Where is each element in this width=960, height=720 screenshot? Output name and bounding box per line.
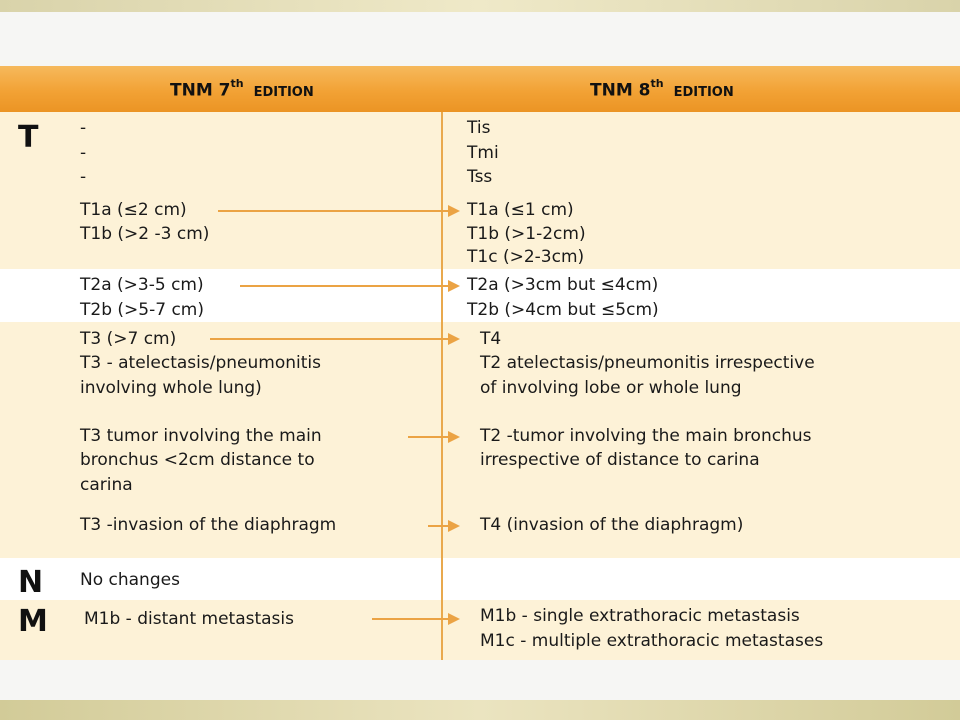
new-tss: Tss — [467, 167, 493, 187]
category-m: M — [18, 604, 48, 639]
old-t3-atelectasis: involving whole lung) — [80, 378, 262, 398]
old-t3-size: T3 (>7 cm) — [80, 329, 177, 349]
category-n: N — [18, 565, 44, 600]
new-t2-bronchus: irrespective of distance to carina — [480, 450, 760, 470]
new-t2-atelectasis: of involving lobe or whole lung — [480, 378, 742, 398]
top-decorative-band — [0, 0, 960, 12]
old-dash: - — [80, 167, 87, 187]
arrow-t2a — [240, 285, 458, 287]
old-t3-atelectasis: T3 - atelectasis/pneumonitis — [80, 353, 321, 373]
old-dash: - — [80, 143, 87, 163]
arrow-t1a — [218, 210, 458, 212]
header-tnm8: TNM 8thEDITION — [590, 77, 734, 101]
bottom-decorative-band — [0, 700, 960, 720]
new-t2a: T2a (>3cm but ≤4cm) — [467, 275, 659, 295]
category-t: T — [18, 120, 39, 155]
old-t3-bronchus: bronchus <2cm distance to — [80, 450, 315, 470]
new-t4: T4 — [480, 329, 502, 349]
arrow-t3-bronchus — [408, 436, 458, 438]
header-tnm7: TNM 7thEDITION — [170, 77, 314, 101]
new-t1c: T1c (>2-3cm) — [467, 247, 585, 267]
n-no-changes: No changes — [80, 570, 180, 590]
new-t1a: T1a (≤1 cm) — [467, 200, 574, 220]
new-t2-atelectasis: T2 atelectasis/pneumonitis irrespective — [480, 353, 815, 373]
old-t3-diaphragm: T3 -invasion of the diaphragm — [80, 515, 337, 535]
arrow-m1b — [372, 618, 458, 620]
old-t1b: T1b (>2 -3 cm) — [80, 224, 210, 244]
old-t2a: T2a (>3-5 cm) — [80, 275, 204, 295]
old-t1a: T1a (≤2 cm) — [80, 200, 187, 220]
new-t2-bronchus: T2 -tumor involving the main bronchus — [480, 426, 812, 446]
new-t4-diaphragm: T4 (invasion of the diaphragm) — [480, 515, 744, 535]
new-tis: Tis — [467, 118, 491, 138]
old-t2b: T2b (>5-7 cm) — [80, 300, 204, 320]
old-dash: - — [80, 118, 87, 138]
new-tmi: Tmi — [467, 143, 499, 163]
old-t3-bronchus: carina — [80, 475, 133, 495]
new-m1c: M1c - multiple extrathoracic metastases — [480, 631, 824, 651]
column-divider — [441, 112, 443, 660]
old-m1b: M1b - distant metastasis — [84, 609, 294, 629]
new-t1b: T1b (>1-2cm) — [467, 224, 586, 244]
new-t2b: T2b (>4cm but ≤5cm) — [467, 300, 659, 320]
arrow-t3-diaphragm — [428, 525, 458, 527]
new-m1b: M1b - single extrathoracic metastasis — [480, 606, 800, 626]
arrow-t3-size — [210, 338, 458, 340]
table-header — [0, 66, 960, 112]
old-t3-bronchus: T3 tumor involving the main — [80, 426, 322, 446]
